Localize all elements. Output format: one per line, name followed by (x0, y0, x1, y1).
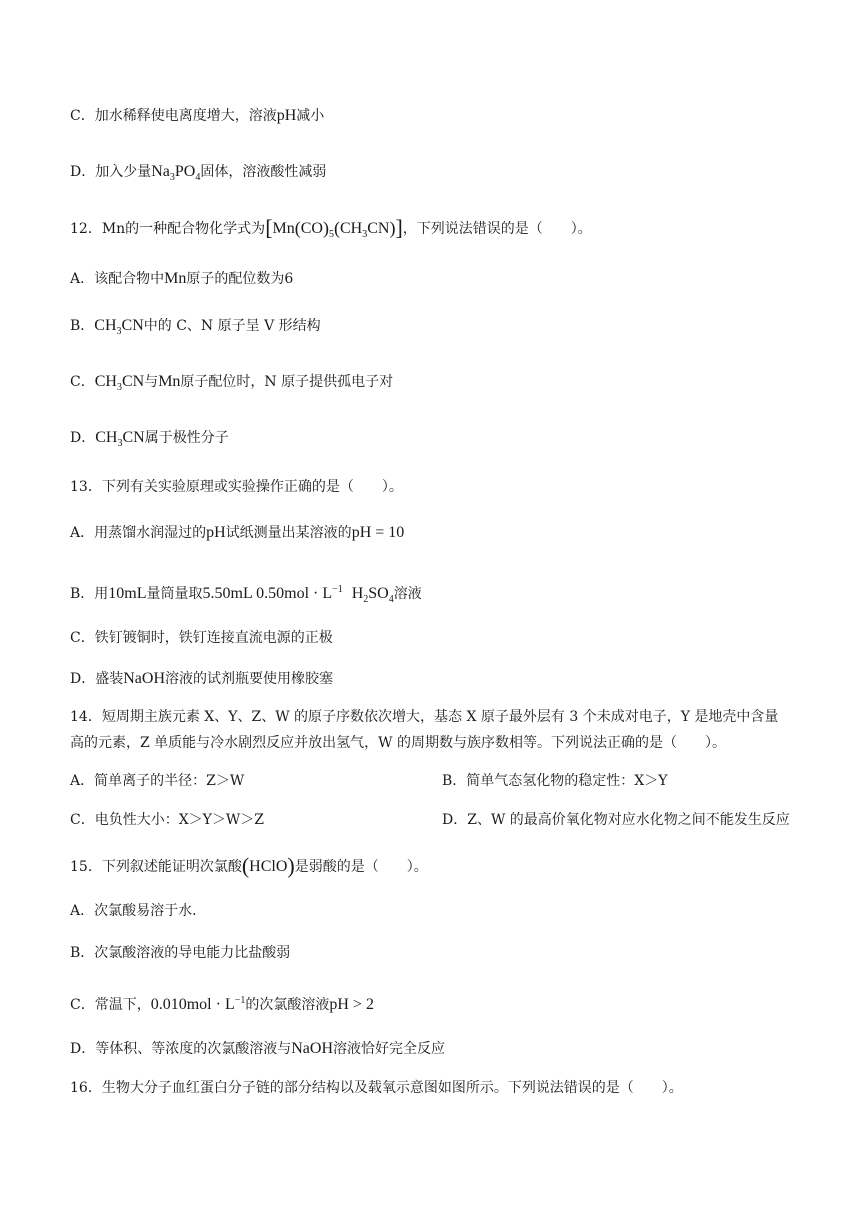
chem-part: CN (122, 429, 145, 446)
option-text: 原子的配位数为 (186, 271, 285, 287)
option-label: B． (70, 318, 95, 334)
option-label: D． (70, 671, 96, 687)
q12-option-c (70, 372, 393, 398)
chem-sub: 3 (117, 438, 123, 449)
option-label: D． (70, 1041, 96, 1057)
q14-option-row-1 (70, 771, 668, 791)
question-number: 12． (70, 221, 102, 237)
chem-sub: 3 (169, 172, 175, 183)
paren-open: ( (333, 218, 340, 238)
bracket-open: [ (265, 215, 273, 240)
q12-option-b (70, 316, 321, 342)
chem-part: CN (367, 220, 390, 237)
amount-value (203, 585, 343, 602)
chem-ph: pH (276, 107, 297, 124)
option-label: A． (70, 525, 95, 541)
chem-sup: −1 (234, 995, 246, 1006)
option-text: 加入少量 (95, 164, 152, 180)
option-label: A． (70, 271, 95, 287)
option-text: 量筒量取 (146, 586, 203, 602)
chem-sub: 3 (362, 229, 368, 240)
chem-ph: pH (206, 524, 226, 541)
option-tail: 减小 (296, 108, 325, 124)
q14-stem: 14．短周期主族元素 X、Y、Z、W 的原子序数依次增大，基态 X 原子最外层有 3 个未成对电子，Y 是地壳中含量高的元素，Z 单质能与冷水剧烈反应并放出氢气，W 的周期数与族序数相等。下列说法正确的是（ ）。 (70, 709, 779, 751)
chem-part: 0.010mol · L (150, 996, 235, 1013)
q15-option-b: B．次氯酸溶液的导电能力比盐酸弱 (70, 945, 291, 961)
chem-mn: Mn (158, 373, 181, 390)
chem-sup: −1 (332, 584, 343, 595)
chem-part: CH (94, 317, 117, 334)
option-text: 盛装 (95, 671, 124, 687)
q14-option-row-2 (70, 810, 790, 830)
chem-sub: 2 (363, 594, 369, 605)
volume-value: 10mL (108, 585, 147, 602)
chem-naoh: NaOH (123, 670, 165, 687)
option-label: C． (70, 374, 95, 390)
paren-close: ) (287, 853, 295, 878)
option-text: 用 (94, 586, 109, 602)
q11-option-d (70, 162, 326, 188)
chem-part: PO (174, 163, 196, 180)
option-text: 等体积、等浓度的次氯酸溶液与 (95, 1041, 292, 1057)
question-text: 15．下列叙述能证明次氯酸 (70, 859, 242, 875)
chem-part: Mn (272, 220, 295, 237)
option-text: 该配合物中 (94, 271, 165, 287)
chem-part: CN (121, 317, 144, 334)
q15-option-d (70, 1039, 445, 1059)
ph-inequality: pH > 2 (329, 996, 374, 1013)
q13-option-a (70, 523, 404, 543)
q14-option-b: B．简单气态氢化物的稳定性：X＞Y (442, 773, 668, 789)
option-text: 溶液 (393, 586, 422, 602)
q11-option-c (70, 106, 324, 126)
q13-option-d (70, 669, 333, 689)
chem-hclo (241, 853, 295, 878)
paren-close: ) (389, 218, 396, 238)
bracket-close: ] (395, 215, 403, 240)
concentration-value (151, 996, 246, 1013)
q13-stem: 13．下列有关实验原理或实验操作正确的是（ ）。 (70, 479, 403, 495)
option-text: 的次氯酸溶液 (245, 997, 330, 1013)
chem-complex-formula (265, 215, 403, 240)
option-text: 常温下， (94, 997, 151, 1013)
chem-mn: Mn (164, 270, 187, 287)
chem-part: CN (121, 373, 145, 390)
option-label: B． (70, 586, 95, 602)
question-tail: 是弱酸的是（ ）。 (294, 859, 428, 875)
option-label: D． (70, 430, 96, 446)
q14-option-a: A．简单离子的半径：Z＞W (70, 773, 245, 789)
question-text: Mn的一种配合物化学式为 (101, 221, 266, 237)
option-label: C． (70, 997, 95, 1013)
chem-part: CH (94, 373, 117, 390)
option-tail: 固体，溶液酸性减弱 (200, 164, 327, 180)
chem-part: 5.50mL 0.50mol · L (202, 585, 333, 602)
chem-ch3cn (95, 429, 145, 449)
option-text: 铁钉镀铜时，铁钉连接直流电源的正极 (94, 630, 333, 646)
option-text: 属于极性分子 (144, 430, 229, 446)
q13-option-c (70, 628, 333, 648)
chem-sub: 4 (388, 594, 394, 605)
option-text: 溶液恰好完全反应 (333, 1041, 445, 1057)
chem-part: H (351, 585, 364, 602)
q14-option-d: D．Z、W 的最高价氧化物对应水化物之间不能发生反应 (442, 812, 790, 828)
option-text: 用蒸馏水润湿过的 (94, 525, 207, 541)
option-text: 中的 C、N 原子呈 V 形结构 (143, 318, 321, 334)
q15-stem (70, 853, 428, 878)
option-text: 溶液的试剂瓶要使用橡胶塞 (165, 671, 333, 687)
chem-part: CO (300, 220, 323, 237)
q16-stem: 16．生物大分子血红蛋白分子链的部分结构以及载氧示意图如图所示。下列说法错误的是（ ）。 (70, 1080, 683, 1096)
chem-part: CH (95, 429, 118, 446)
chem-part: HClO (249, 858, 288, 875)
chem-part: SO (368, 585, 389, 602)
option-text: 试纸测量出某溶液的 (225, 525, 352, 541)
question-tail: ，下列说法错误的是（ ）。 (402, 221, 592, 237)
q14-option-c: C．电负性大小：X＞Y＞W＞Z (70, 812, 265, 828)
q15-option-a: A．次氯酸易溶于水． (70, 903, 207, 919)
option-text: 与 (144, 374, 159, 390)
chem-ch3cn (94, 317, 144, 337)
option-label: C． (70, 630, 95, 646)
option-label: C． (70, 108, 95, 124)
paren-close: ) (322, 218, 329, 238)
paren-open: ( (294, 218, 301, 238)
q12-option-a (70, 269, 293, 289)
option-text: 加水稀释使电离度增大，溶液 (94, 108, 277, 124)
chem-ch3cn (94, 373, 145, 393)
chem-sub: 3 (116, 326, 122, 337)
q15-option-c (70, 991, 374, 1015)
q12-stem (70, 215, 592, 245)
paren-open: ( (241, 853, 250, 878)
chem-sub: 4 (195, 172, 201, 183)
chem-part: Na (151, 163, 170, 180)
chem-naoh: NaOH (291, 1040, 333, 1057)
chem-sub: 3 (116, 382, 122, 393)
q13-option-b (70, 580, 422, 610)
chem-na3po4 (151, 163, 201, 183)
option-text: 原子配位时，N 原子提供孤电子对 (180, 374, 394, 390)
chem-sub: 5 (328, 229, 334, 240)
chem-part: CH (339, 220, 363, 237)
option-number: 6 (284, 271, 294, 287)
option-label: D． (70, 164, 96, 180)
q12-option-d (70, 428, 229, 454)
chem-h2so4 (351, 585, 394, 605)
ph-equation: pH = 10 (351, 524, 405, 541)
